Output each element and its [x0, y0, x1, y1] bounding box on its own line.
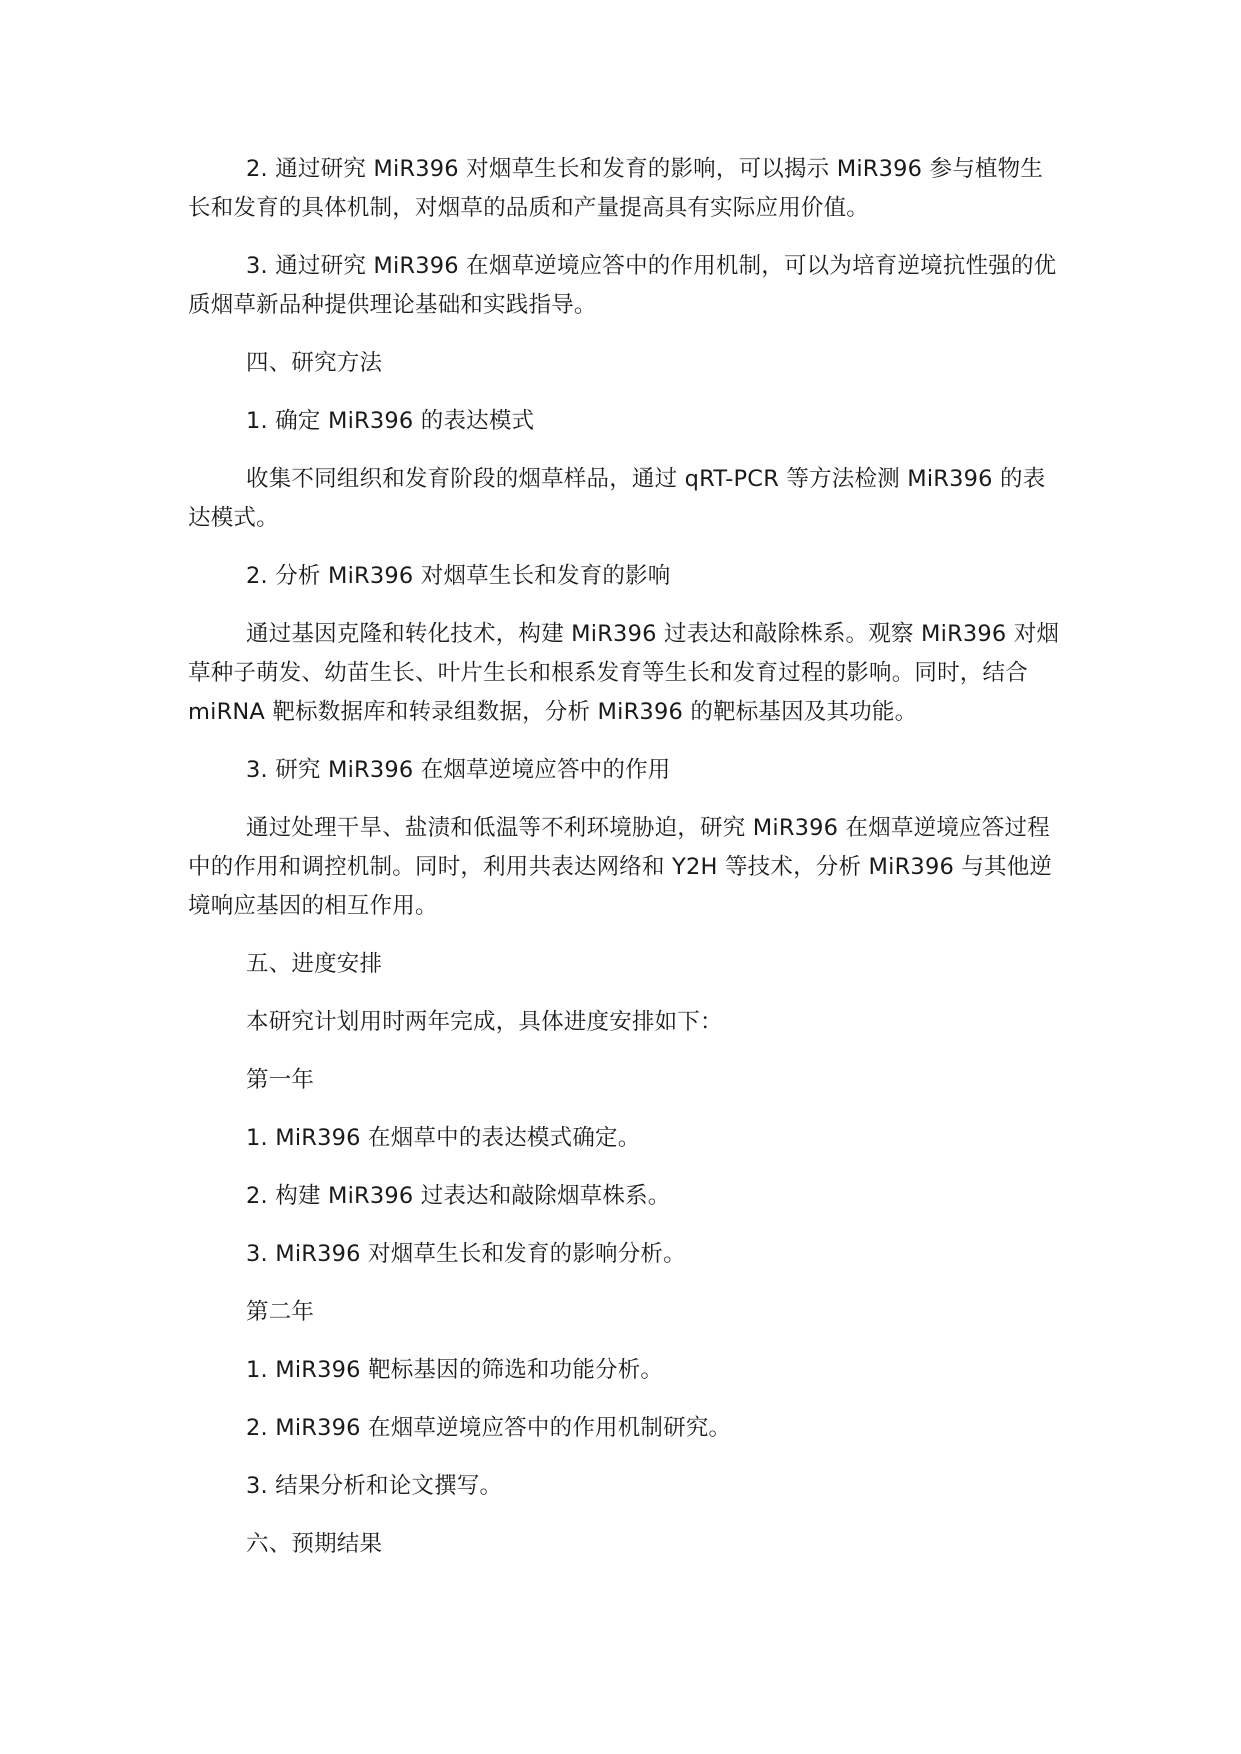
section-heading-schedule: 五、进度安排 [246, 951, 383, 977]
method-3-body: 通过处理干旱、盐渍和低温等不利环境胁迫，研究 MiR396 在烟草逆境应答过程中的作用和调控机制。同时，利用共表达网络和 Y2H 等技术，分析 MiR396 与其他逆境响应基因的相互作用。 [188, 815, 1053, 919]
section-heading-methods: 四、研究方法 [246, 350, 383, 376]
method-1-heading: 1. 确定 MiR396 的表达模式 [246, 408, 535, 434]
paragraph-significance-2: 2. 通过研究 MiR396 对烟草生长和发育的影响，可以揭示 MiR396 参与植物生长和发育的具体机制，对烟草的品质和产量提高具有实际应用价值。 [188, 156, 1044, 221]
method-3-heading: 3. 研究 MiR396 在烟草逆境应答中的作用 [246, 757, 671, 783]
method-2-body: 通过基因克隆和转化技术，构建 MiR396 过表达和敲除株系。观察 MiR396 对烟草种子萌发、幼苗生长、叶片生长和根系发育等生长和发育过程的影响。同时，结合 miRNA 靶标数据库和转录组数据，分析 MiR396 的靶标基因及其功能。 [188, 621, 1060, 725]
year-1-item-1: 1. MiR396 在烟草中的表达模式确定。 [246, 1125, 641, 1151]
year-1-item-3: 3. MiR396 对烟草生长和发育的影响分析。 [246, 1241, 686, 1267]
document-body [188, 150, 1063, 1564]
schedule-intro: 本研究计划用时两年完成，具体进度安排如下： [246, 1009, 723, 1035]
year-2-item-1: 1. MiR396 靶标基因的筛选和功能分析。 [246, 1357, 664, 1383]
year-2-heading: 第二年 [246, 1299, 315, 1325]
section-heading-expected-results: 六、预期结果 [246, 1531, 383, 1557]
year-1-heading: 第一年 [246, 1067, 315, 1093]
year-2-item-2: 2. MiR396 在烟草逆境应答中的作用机制研究。 [246, 1415, 732, 1441]
year-2-item-3: 3. 结果分析和论文撰写。 [246, 1473, 503, 1499]
year-1-item-2: 2. 构建 MiR396 过表达和敲除烟草株系。 [246, 1183, 671, 1209]
paragraph-significance-3: 3. 通过研究 MiR396 在烟草逆境应答中的作用机制，可以为培育逆境抗性强的优质烟草新品种提供理论基础和实践指导。 [188, 253, 1057, 318]
method-2-heading: 2. 分析 MiR396 对烟草生长和发育的影响 [246, 563, 671, 589]
method-1-body: 收集不同组织和发育阶段的烟草样品，通过 qRT-PCR 等方法检测 MiR396 的表达模式。 [188, 466, 1046, 531]
